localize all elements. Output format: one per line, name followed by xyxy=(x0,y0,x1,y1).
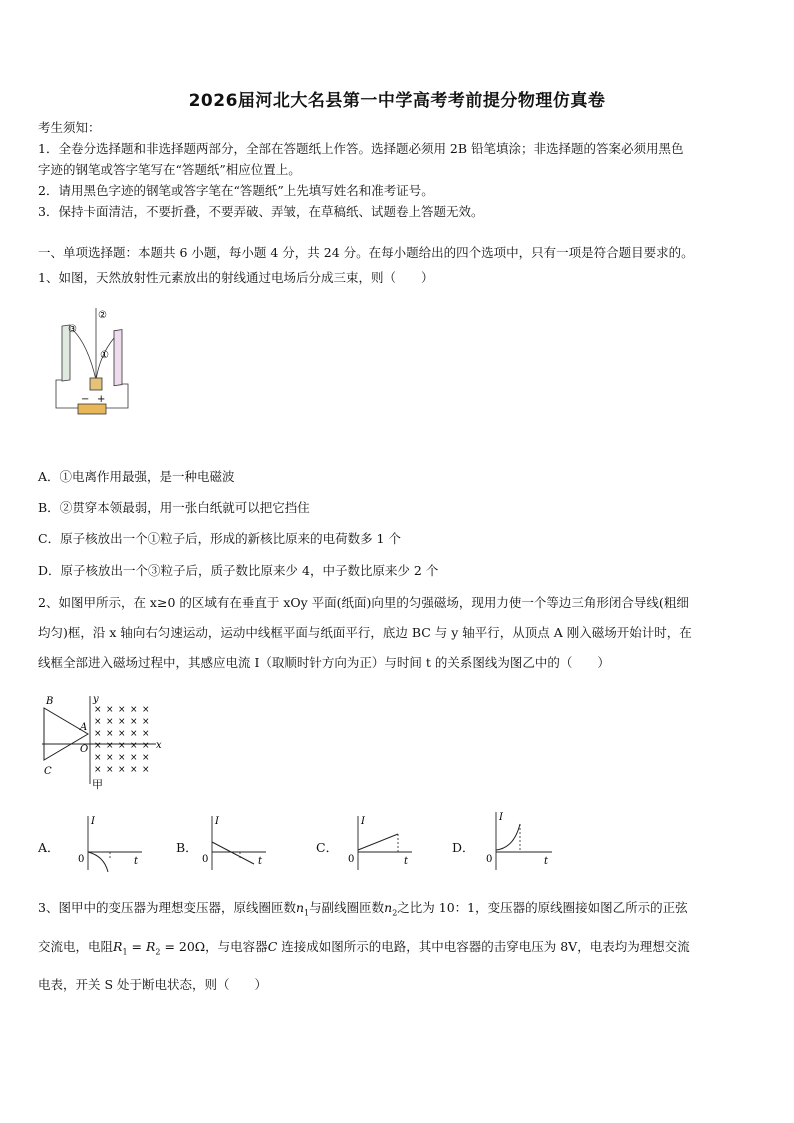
option-row[interactable] xyxy=(38,529,401,547)
option-letter: B． xyxy=(38,500,60,515)
right-plate xyxy=(114,330,122,386)
field-cross: × xyxy=(130,741,138,751)
graph-option-c[interactable] xyxy=(342,812,422,874)
option-row[interactable] xyxy=(38,561,438,579)
field-cross: × xyxy=(142,765,150,775)
field-cross: × xyxy=(118,765,126,775)
vertex-c-label: C xyxy=(44,766,52,777)
resistor-value: = 20Ω xyxy=(160,939,206,954)
battery-plus-label: + xyxy=(97,394,106,405)
t-axis-label: t xyxy=(134,856,139,867)
origin-label: 0 xyxy=(202,854,209,865)
origin-label: O xyxy=(80,744,89,755)
i-axis-label: I xyxy=(91,816,95,827)
option-letter: C． xyxy=(38,531,61,546)
field-cross: × xyxy=(118,741,126,751)
r2-subscript: 2 xyxy=(155,947,161,957)
q3-text: 交流电，电阻 xyxy=(38,939,114,954)
field-cross: × xyxy=(142,741,150,751)
field-cross: × xyxy=(130,753,138,763)
field-cross: × xyxy=(118,753,126,763)
page-title: 2026届河北大名县第一中学高考考前提分物理仿真卷 xyxy=(188,91,606,111)
field-cross: × xyxy=(94,753,102,763)
graph-option-letter[interactable]: A． xyxy=(38,840,60,855)
field-cross: × xyxy=(118,705,126,715)
graph-option-letter[interactable]: B． xyxy=(176,840,198,855)
figure-caption: 甲 xyxy=(92,778,103,791)
t-axis-label: t xyxy=(258,856,263,867)
beam-1-label: ① xyxy=(100,350,109,361)
n1-subscript: 1 xyxy=(304,908,310,918)
section-heading: 一、单项选择题：本题共 6 小题，每小题 4 分，共 24 分。在每小题给出的四个选项中，只有一项是符合题目要求的。 xyxy=(38,245,694,260)
q3-text: 3、图甲中的变压器为理想变压器，原线圈匝数 xyxy=(38,900,296,915)
battery xyxy=(78,404,106,414)
i-axis-label: I xyxy=(215,816,219,827)
field-cross: × xyxy=(94,765,102,775)
resistor-symbol: R xyxy=(113,939,123,954)
field-marks xyxy=(94,705,150,775)
beam-3-label: ③ xyxy=(68,324,77,335)
field-cross: × xyxy=(142,705,150,715)
vertex-b-label: B xyxy=(46,696,54,707)
question-3-line-2 xyxy=(38,937,760,963)
source-box xyxy=(90,378,102,390)
beam-2-label: ② xyxy=(98,310,107,321)
option-row[interactable] xyxy=(38,498,310,516)
question-2-stem-line: 均匀)框，沿 x 轴向右匀速运动，运动中线框平面与纸面平行，底边 BC 与 y 轴平行，从顶点 A 刚入磁场开始计时，在 xyxy=(38,625,692,640)
vertex-a-label: A xyxy=(80,722,88,733)
field-cross: × xyxy=(130,717,138,727)
origin-label: 0 xyxy=(78,854,85,865)
field-cross: × xyxy=(142,717,150,727)
q3-text: 之比为 10：1，变压器的原线圈接如图乙所示的正弦 xyxy=(397,900,688,915)
option-row[interactable] xyxy=(38,467,235,485)
graph-option-b[interactable] xyxy=(196,812,276,874)
option-text: 原子核放出一个①粒子后，形成的新核比原来的电荷数多 1 个 xyxy=(60,531,401,546)
field-cross: × xyxy=(118,717,126,727)
t-axis-label: t xyxy=(404,856,409,867)
question-2-stem-line: 线框全部进入磁场过程中，其感应电流 I（取顺时针方向为正）与时间 t 的关系图线为图乙中的（ ） xyxy=(38,655,610,670)
field-cross: × xyxy=(130,729,138,739)
current-line xyxy=(212,842,254,864)
current-line xyxy=(358,834,398,850)
wire-right xyxy=(106,384,128,408)
option-letter: D． xyxy=(38,563,61,578)
q3-text: ，与电容器 xyxy=(205,939,268,954)
n1-symbol: n xyxy=(295,900,305,915)
resistor-eq: = R xyxy=(127,939,156,954)
beam-3-path xyxy=(73,330,96,380)
y-axis-label: y xyxy=(93,694,99,705)
option-text: 原子核放出一个③粒子后，质子数比原来少 4，中子数比原来少 2 个 xyxy=(60,563,439,578)
field-cross: × xyxy=(130,765,138,775)
field-cross: × xyxy=(142,753,150,763)
notice-item: 3．保持卡面清洁，不要折叠，不要弄破、弄皱，在草稿纸、试题卷上答题无效。 xyxy=(38,204,484,219)
notice-item: 字迹的钢笔或答字笔写在“答题纸”相应位置上。 xyxy=(38,162,301,177)
current-curve xyxy=(496,824,520,850)
field-cross: × xyxy=(106,717,114,727)
i-axis-label: I xyxy=(499,812,503,823)
field-cross: × xyxy=(106,741,114,751)
origin-label: 0 xyxy=(486,854,493,865)
n2-symbol: n xyxy=(384,900,393,915)
t-axis-label: t xyxy=(544,856,549,867)
option-text: ①电离作用最强，是一种电磁波 xyxy=(59,469,235,484)
field-cross: × xyxy=(118,729,126,739)
option-letter: A． xyxy=(38,469,60,484)
battery-minus-label: − xyxy=(81,394,90,405)
option-text: ②贯穿本领最弱，用一张白纸就可以把它挡住 xyxy=(59,500,310,515)
wire-left xyxy=(56,380,78,408)
field-cross: × xyxy=(94,705,102,715)
origin-label: 0 xyxy=(348,854,355,865)
graph-option-a[interactable] xyxy=(72,812,152,874)
question-2-stem-line: 2、如图甲所示，在 x≥0 的区域有在垂直于 xOy 平面(纸面)向里的匀强磁场，现用力使一个等边三角形闭合导线(粗细 xyxy=(38,595,689,610)
magnetic-field-figure xyxy=(38,692,168,792)
notice-item: 2．请用黑色字迹的钢笔或答字笔在“答题纸”上先填写姓名和准考证号。 xyxy=(38,183,434,198)
q3-text: 连接成如图所示的电路，其中电容器的击穿电压为 8V，电表均为理想交流 xyxy=(277,939,690,954)
r1-subscript: 1 xyxy=(122,947,128,957)
graph-option-letter[interactable]: D． xyxy=(452,840,475,855)
n2-subscript: 2 xyxy=(392,908,398,918)
q3-text: 与副线圈匝数 xyxy=(309,900,385,915)
x-axis-label: x xyxy=(156,740,162,751)
i-axis-label: I xyxy=(361,816,365,827)
field-cross: × xyxy=(106,765,114,775)
current-curve xyxy=(88,852,108,872)
notice-heading: 考生须知： xyxy=(38,120,101,135)
radiation-field-figure xyxy=(48,300,138,430)
field-cross: × xyxy=(94,717,102,727)
field-cross: × xyxy=(106,729,114,739)
field-cross: × xyxy=(106,705,114,715)
question-3-line-1 xyxy=(38,898,760,924)
field-cross: × xyxy=(142,729,150,739)
field-cross: × xyxy=(94,729,102,739)
field-cross: × xyxy=(94,741,102,751)
field-cross: × xyxy=(106,753,114,763)
capacitor-symbol: C xyxy=(267,939,278,954)
field-cross: × xyxy=(130,705,138,715)
notice-item: 1．全卷分选择题和非选择题两部分，全部在答题纸上作答。选择题必须用 2B 铅笔填涂；非选择题的答案必须用黑色 xyxy=(38,141,684,156)
question-1-stem: 1、如图，天然放射性元素放出的射线通过电场后分成三束，则（ ） xyxy=(38,270,434,285)
graph-option-letter[interactable]: C． xyxy=(316,840,339,855)
graph-option-d[interactable] xyxy=(480,808,560,874)
question-3-line-3: 电表，开关 S 处于断电状态，则（ ） xyxy=(38,977,268,992)
